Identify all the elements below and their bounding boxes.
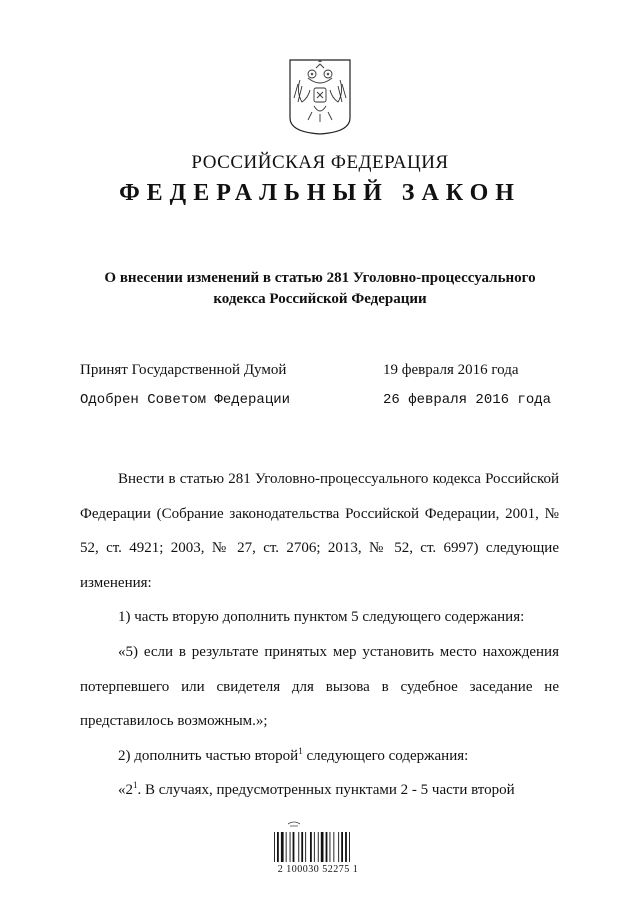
council-approval-label: Одобрен Советом Федерации [80,392,291,408]
country-heading: РОССИЙСКАЯ ФЕДЕРАЦИЯ [191,152,449,173]
law-title-line-2: кодекса Российской Федерации [213,291,427,307]
duma-adoption-date: 19 февраля 2016 года [383,362,519,378]
council-approval-date: 26 февраля 2016 года [383,392,552,408]
item-2-suffix: следующего содержания: [302,747,469,764]
duma-adoption-label: Принят Государственной Думой [80,362,287,378]
quote-1-paragraph: «5) если в результате принятых мер установить место нахождения потерпевшего или свидетеля для вызова в судебное заседание не представилось возможным.»; [80,643,559,730]
item-2-superscript: 1 [298,745,303,756]
quote-2-suffix: . В случаях, предусмотренных пунктами 2 - 5 части второй [137,782,515,799]
law-body [80,462,559,808]
item-2-paragraph [80,739,559,774]
quote-2-superscript: 1 [133,780,138,791]
quote-2-paragraph [80,773,559,808]
item-1-paragraph: 1) часть вторую дополнить пунктом 5 следующего содержания: [118,609,525,626]
barcode-number: 2 100030 52275 1 [277,864,359,875]
intro-paragraph: Внести в статью 281 Уголовно-процессуального кодекса Российской Федерации (Собрание законодательства Российской Федерации, 2001, № 52, ст. 4921; 2003, № 27, ст. 2706; 2013, № 52, ст. 6997) следующие изменения: [80,471,559,591]
law-type-heading: ФЕДЕРАЛЬНЫЙ ЗАКОН [119,180,521,206]
coat-of-arms-icon [288,58,352,136]
item-2-prefix: 2) дополнить частью второй [118,747,299,764]
law-title [60,268,580,310]
quote-2-prefix: «2 [118,782,133,799]
law-title-line-1: О внесении изменений в статью 281 Уголовно-процессуального [104,270,536,286]
